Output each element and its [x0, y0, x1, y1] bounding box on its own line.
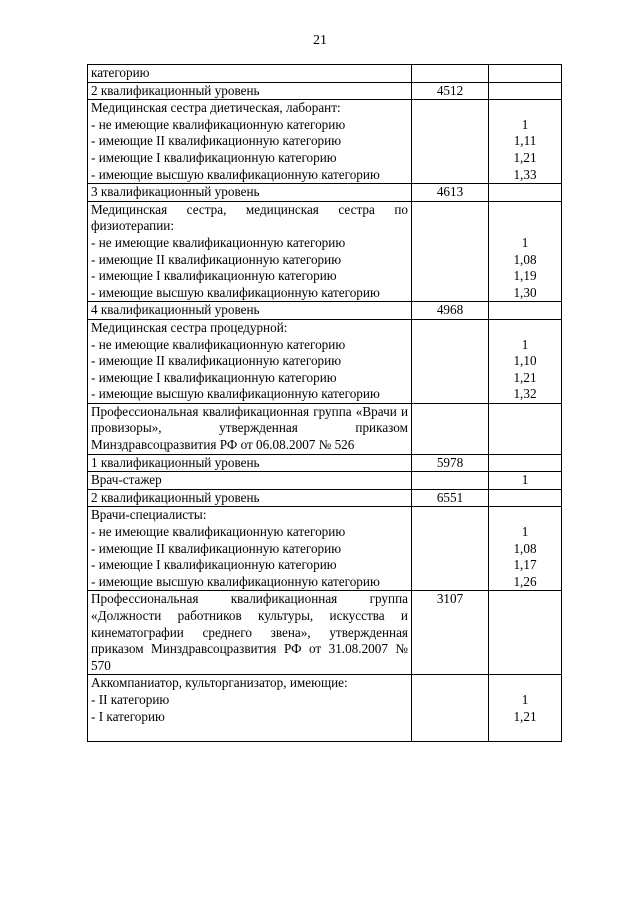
- position-text: Медицинская сестра диетическая, лаборант:: [91, 100, 341, 116]
- position-text: - имеющие высшую квалификационную категорию: [91, 573, 380, 589]
- position-text: - имеющие высшую квалификационную категорию: [91, 386, 380, 402]
- coefficient-value: 1: [521, 472, 529, 488]
- coefficient-value: 1,30: [513, 284, 537, 300]
- position-text: 3 квалификационный уровень: [91, 184, 260, 200]
- position-cell: [88, 82, 412, 100]
- position-text: Профессиональная квалификационная группа «Врачи и провизоры», утвержденная приказом Минздравсоцразвития РФ от 06.08.2007 № 526: [91, 403, 408, 453]
- position-cell: [88, 403, 412, 454]
- coefficient-cell: [489, 302, 562, 320]
- base-salary-value: 5978: [436, 454, 464, 470]
- coefficient-cell: [489, 454, 562, 472]
- base-salary-value: 3107: [436, 591, 464, 607]
- coefficient-value: 1: [521, 524, 529, 540]
- base-salary-value: 4613: [436, 184, 464, 200]
- base-salary-value: [415, 472, 485, 489]
- position-cell: [88, 591, 412, 675]
- coefficient-value: [492, 320, 558, 337]
- position-text: - не имеющие квалификационную категорию: [91, 116, 346, 132]
- position-text: категорию: [91, 65, 150, 80]
- coefficient-value: 1: [521, 336, 529, 352]
- position-cell: [88, 65, 412, 83]
- coefficient-value: 1,21: [513, 369, 537, 385]
- base-salary-cell: [412, 472, 489, 490]
- coefficient-value: [492, 507, 558, 524]
- position-text: Врачи-специалисты:: [91, 507, 207, 523]
- base-salary-cell: [412, 403, 489, 454]
- base-salary-value: [415, 507, 485, 524]
- coefficient-value: 1,26: [513, 573, 537, 589]
- coefficient-cell: [489, 100, 562, 184]
- position-text: 2 квалификационный уровень: [91, 82, 260, 98]
- base-salary-value: 4512: [436, 82, 464, 98]
- position-cell: [88, 184, 412, 202]
- position-text: - имеющие II квалификационную категорию: [91, 540, 342, 556]
- coefficient-value: [492, 218, 558, 235]
- coefficient-cell: [489, 184, 562, 202]
- table-row: [88, 454, 562, 472]
- base-salary-value: [415, 100, 485, 117]
- salary-table-body: [88, 65, 562, 742]
- position-cell: [88, 100, 412, 184]
- base-salary-cell: [412, 454, 489, 472]
- position-text: 4 квалификационный уровень: [91, 302, 260, 318]
- base-salary-cell: [412, 319, 489, 403]
- coefficient-cell: [489, 65, 562, 83]
- position-cell: [88, 454, 412, 472]
- position-text: - имеющие I квалификационную категорию: [91, 149, 337, 165]
- base-salary-value: [415, 404, 485, 421]
- position-text: - имеющие I квалификационную категорию: [91, 268, 337, 284]
- base-salary-cell: [412, 201, 489, 302]
- coefficient-value: [492, 675, 558, 692]
- coefficient-cell: [489, 489, 562, 507]
- coefficient-value: 1,11: [513, 133, 537, 149]
- position-text: Профессиональная квалификационная группа «Должности работников культуры, искусства и кинематографии среднего звена», утвержденная приказом Минздравсоцразвития РФ от 31.08.2007 № 570: [91, 591, 408, 673]
- coefficient-value: 1,33: [513, 166, 537, 182]
- base-salary-cell: [412, 82, 489, 100]
- table-row: [88, 403, 562, 454]
- base-salary-cell: [412, 675, 489, 742]
- table-row: [88, 302, 562, 320]
- table-row: [88, 489, 562, 507]
- base-salary-value: [415, 202, 485, 219]
- base-salary-cell: [412, 302, 489, 320]
- coefficient-cell: [489, 591, 562, 675]
- coefficient-value: 1,32: [513, 386, 537, 402]
- table-row: [88, 201, 562, 302]
- table-row: [88, 472, 562, 490]
- base-salary-value: [415, 320, 485, 337]
- position-text: 2 квалификационный уровень: [91, 489, 260, 505]
- coefficient-value: [492, 100, 558, 117]
- position-cell: [88, 302, 412, 320]
- coefficient-value: 1,08: [513, 251, 537, 267]
- position-text: Медицинская сестра, медицинская сестра по физиотерапии:: [91, 201, 408, 234]
- base-salary-cell: [412, 184, 489, 202]
- position-text: 1 квалификационный уровень: [91, 454, 260, 470]
- coefficient-cell: [489, 319, 562, 403]
- table-row: [88, 591, 562, 675]
- base-salary-cell: [412, 591, 489, 675]
- coefficient-cell: [489, 82, 562, 100]
- coefficient-value: 1,08: [513, 540, 537, 556]
- position-text: - имеющие I квалификационную категорию: [91, 557, 337, 573]
- coefficient-cell: [489, 201, 562, 302]
- coefficient-value: 1: [521, 116, 529, 132]
- position-text: - II категорию: [91, 691, 170, 707]
- position-text: - имеющие II квалификационную категорию: [91, 133, 342, 149]
- coefficient-value: 1,19: [513, 268, 537, 284]
- position-text: - имеющие высшую квалификационную категорию: [91, 166, 380, 182]
- table-row: [88, 319, 562, 403]
- table-row: [88, 507, 562, 591]
- coefficient-cell: [489, 507, 562, 591]
- position-text: - имеющие высшую квалификационную категорию: [91, 284, 380, 300]
- base-salary-value: 4968: [436, 302, 464, 318]
- position-text: - имеющие II квалификационную категорию: [91, 251, 342, 267]
- coefficient-cell: [489, 675, 562, 742]
- position-text: Аккомпаниатор, культорганизатор, имеющие:: [91, 675, 348, 691]
- coefficient-cell: [489, 403, 562, 454]
- base-salary-value: [415, 675, 485, 692]
- table-row: [88, 184, 562, 202]
- coefficient-value: [492, 202, 558, 219]
- position-text: - не имеющие квалификационную категорию: [91, 524, 346, 540]
- position-text: - не имеющие квалификационную категорию: [91, 336, 346, 352]
- position-cell: [88, 472, 412, 490]
- coefficient-cell: [489, 472, 562, 490]
- position-text: - имеющие I квалификационную категорию: [91, 369, 337, 385]
- base-salary-value: 6551: [436, 489, 464, 505]
- table-row: [88, 100, 562, 184]
- coefficient-value: 1: [521, 234, 529, 250]
- coefficient-value: 1,21: [513, 149, 537, 165]
- coefficient-value: 1,17: [513, 557, 537, 573]
- coefficient-value: 1,21: [513, 708, 537, 724]
- position-text: - имеющие II квалификационную категорию: [91, 353, 342, 369]
- position-cell: [88, 507, 412, 591]
- table-row: [88, 675, 562, 742]
- position-text: - не имеющие квалификационную категорию: [91, 234, 346, 250]
- position-cell: [88, 201, 412, 302]
- position-cell: [88, 675, 412, 742]
- base-salary-cell: [412, 100, 489, 184]
- table-row: [88, 82, 562, 100]
- coefficient-value: 1: [521, 691, 529, 707]
- position-cell: [88, 489, 412, 507]
- position-cell: [88, 319, 412, 403]
- page-number: 21: [313, 33, 327, 48]
- salary-table: [87, 64, 562, 742]
- coefficient-value: 1,10: [513, 353, 537, 369]
- base-salary-value: [415, 65, 485, 82]
- position-text: Врач-стажер: [91, 472, 162, 488]
- position-text: Медицинская сестра процедурной:: [91, 319, 288, 335]
- position-text: - I категорию: [91, 708, 165, 724]
- base-salary-cell: [412, 65, 489, 83]
- table-row: [88, 65, 562, 83]
- base-salary-cell: [412, 507, 489, 591]
- base-salary-cell: [412, 489, 489, 507]
